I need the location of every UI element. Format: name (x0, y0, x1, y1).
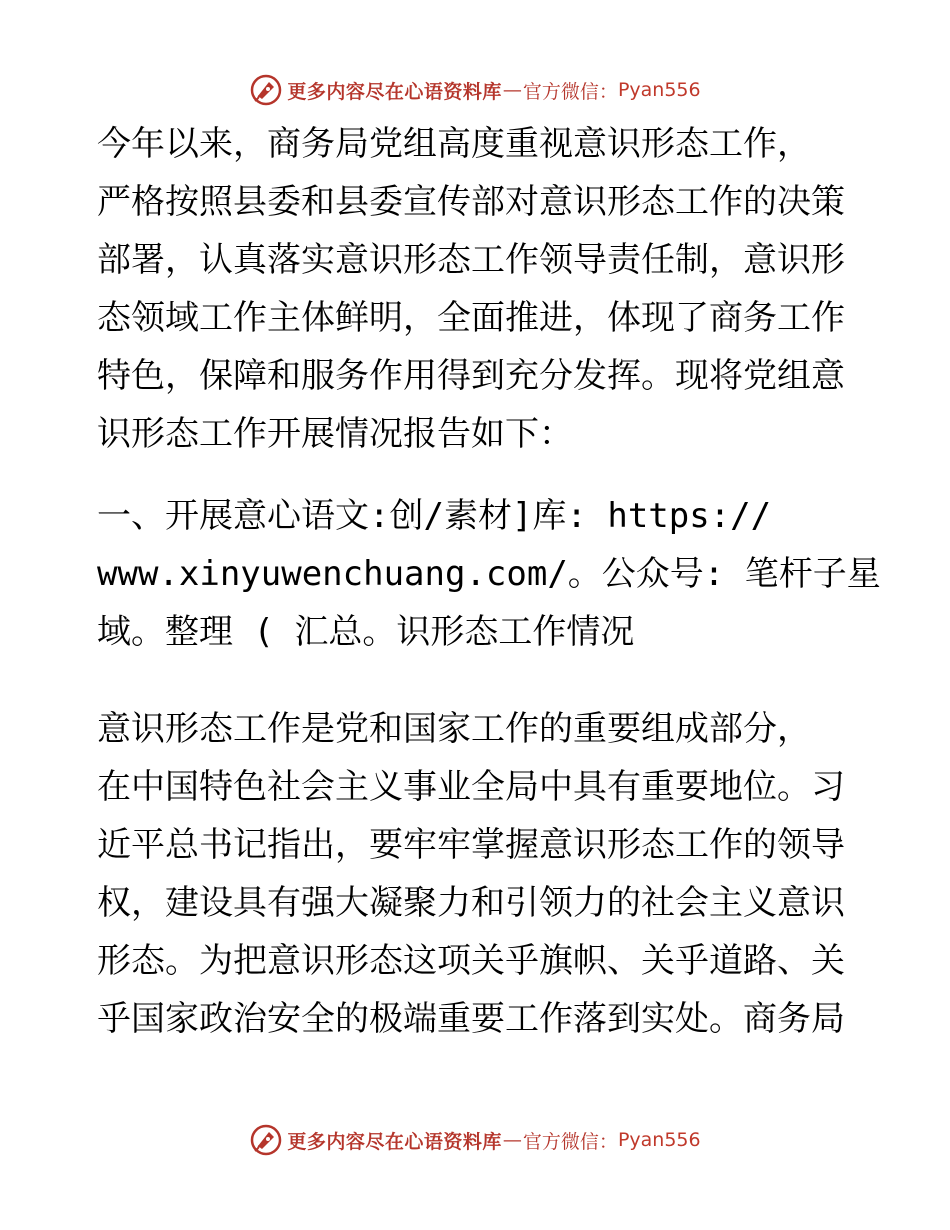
text-line: 意识形态工作是党和国家工作的重要组成部分， (97, 709, 811, 749)
text-line: 识形态工作开展情况报告如下： (97, 414, 573, 454)
text-line: 今年以来，商务局党组高度重视意识形态工作， (97, 124, 811, 164)
text-line: 态领域工作主体鲜明，全面推进，体现了商务工作 (97, 298, 845, 338)
text-line: 近平总书记指出，要牢牢掌握意识形态工作的领导 (97, 825, 845, 865)
watermark-wechat-id: Pyan556 (617, 1129, 701, 1151)
text-line: 域。整理 ( 汇总。识形态工作情况 (97, 612, 635, 652)
text-line: www.xinyuwenchuang.com/。公众号: 笔杆子星 (97, 554, 881, 594)
watermark-official-label: 官方微信： (522, 1130, 618, 1153)
text-line: 特色，保障和服务作用得到充分发挥。现将党组意 (97, 356, 845, 396)
section-heading-1 (97, 487, 881, 661)
watermark-brand: 更多内容尽在心语资料库 (287, 80, 502, 103)
text-line: 部署，认真落实意识形态工作领导责任制，意识形 (97, 240, 845, 280)
watermark-separator: — (502, 1129, 522, 1151)
watermark-wechat-id: Pyan556 (617, 79, 701, 101)
paragraph-intro (97, 115, 857, 463)
text-line: 一、开展意心语文:创/素材]库: https:// (97, 496, 772, 536)
watermark-banner-top (0, 70, 950, 110)
text-line: 乎国家政治安全的极端重要工作落到实处。商务局 (97, 999, 845, 1039)
text-line: 形态。为把意识形态这项关乎旗帜、关乎道路、关 (97, 941, 845, 981)
watermark-official-label: 官方微信： (522, 80, 618, 103)
watermark-separator: — (502, 79, 522, 101)
paragraph-body (97, 700, 857, 1048)
pen-nib-circle-icon (249, 73, 283, 107)
pen-nib-circle-icon (249, 1123, 283, 1157)
text-line: 严格按照县委和县委宣传部对意识形态工作的决策 (97, 182, 845, 222)
text-line: 在中国特色社会主义事业全局中具有重要地位。习 (97, 767, 845, 807)
watermark-banner-bottom (0, 1120, 950, 1160)
text-line: 权，建设具有强大凝聚力和引领力的社会主义意识 (97, 883, 845, 923)
watermark-brand: 更多内容尽在心语资料库 (287, 1130, 502, 1153)
